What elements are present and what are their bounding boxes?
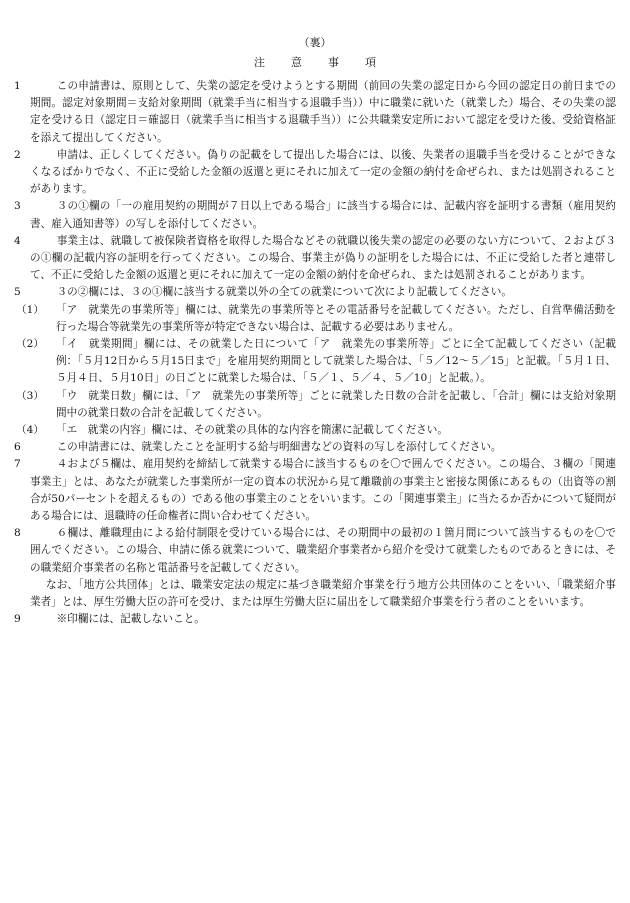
note-number: 1 (14, 80, 21, 92)
subitem-text: 「ウ 就業日数」欄には、「ア 就業先の事業所等」ごとに就業した日数の合計を記載し、「合計」欄には支給対象期間中の就業日数の合計を記載してください。 (56, 389, 616, 419)
subitem-number: （4） (16, 424, 44, 437)
subitem-text: 「イ 就業期間」欄には、その就業した日について「ア 就業先の事業所等」ごとに全て記載してください（記載例：「５月12日から５月15日まで」を雇用契約期間として就業した場合は、「５／12～５／15」と記載。「５月１日、５月４日、５月10日」の日ごとに就業した場合は、「５／１、５／４、５／10」と記載。）。 (56, 338, 616, 385)
note-item-8-supplement: なお、「地方公共団体」とは、職業安定法の規定に基づき職業紹介事業を行う地方公共団体のことをいい、「職業紹介事業者」とは、厚生労働大臣の許可を受け、または厚生労働大臣に届出をして職業紹介事業を行う者のことをいいます。 (30, 578, 616, 609)
note-text: ３の②欄には、３の①欄に該当する就業以外の全ての就業について次により記載してください。 (46, 286, 512, 299)
note-subitem-1 (14, 302, 616, 336)
note-subitem-3 (14, 388, 616, 422)
note-text: 申請は、正しくしてください。偽りの記載をして提出した場合には、以後、失業者の退職手当を受けることができなくなるばかりでなく、不正に受給した金額の返還と更にそれに加えて一定の金額の納付を命ぜられ、または処罰されることがあります。 (30, 148, 616, 196)
note-item-9 (14, 611, 616, 628)
note-text: ４および５欄は、雇用契約を締結して就業する場合に該当するものを〇で囲んでください。この場合、３欄の「関連事業主」とは、あなたが就業した事業所が一定の資本の状況から見て離職前の事業主と密接な関係にあるもの（出資等の割合が50パーセントを超えるもの）である他の事業主のことをいいます。この「関連事業主」に当たるか否かについて疑問がある場合には、退職時の任命権者に問い合わせてください。 (30, 458, 616, 523)
note-number: 4 (14, 234, 21, 247)
note-text: ６欄は、離職理由による給付制限を受けている場合には、その期間中の最初の１箇月間について該当するものを〇で囲んでください。この場合、申請に係る就業について、職業紹介事業者から紹介を受けて就業したものであるときには、その職業紹介事業者の名称と電話番号を記載してください。 (30, 527, 616, 574)
subitem-number: （3） (16, 389, 44, 402)
note-subitem-2 (14, 336, 616, 388)
note-text: この申請書には、就業したことを証明する給与明細書などの資料の写しを添付してください。 (46, 441, 502, 454)
note-number: 7 (14, 458, 21, 471)
page-title: 注意事項 (254, 56, 402, 69)
note-item-8 (14, 525, 616, 577)
note-item-5 (14, 284, 616, 301)
note-item-1 (14, 78, 616, 147)
note-text: この申請書は、原則として、失業の認定を受けようとする期間（前回の失業の認定日から今回の認定日の前日までの期間。認定対象期間＝支給対象期間（就業手当に相当する退職手当））中に職業に就いた（就業した）場合、その失業の認定を受ける日（認定日＝確認日（就業手当に相当する退職手当））に公共職業安定所において認定を受けた後、受給資格証を添えて提出してください。 (30, 80, 616, 144)
note-number: 3 (14, 200, 21, 213)
note-subitem-4 (14, 422, 616, 439)
note-item-6 (14, 439, 616, 456)
note-number: 9 (14, 613, 21, 626)
note-number: 8 (14, 527, 21, 540)
note-text: 事業主は、就職して被保険者資格を取得した場合などその就職以後失業の認定の必要のない方について、２および３の①欄の記載内容の証明を行ってください。この場合、事業主が偽りの証明をした場合には、不正に受給した者と連帯して、不正に受給した金額の返還と更にそれに加えて一定の金額の納付を命ぜられ、または処罰されることがあります。 (30, 234, 616, 282)
page-side-label: （裏） (298, 36, 332, 49)
note-item-2 (14, 147, 616, 199)
note-item-3 (14, 198, 616, 232)
note-item-4 (14, 233, 616, 285)
note-text: ※印欄には、記載しないこと。 (46, 613, 205, 626)
subitem-text: 「ア 就業先の事業所等」欄には、就業先の事業所等とその電話番号を記載してください。ただし、自営準備活動を行った場合等就業先の事業所等が特定できない場合は、記載する必要はありません。 (56, 303, 616, 333)
note-number: 6 (14, 441, 21, 454)
subitem-number: （1） (16, 303, 44, 316)
note-item-7 (14, 456, 616, 525)
note-number: 2 (14, 148, 21, 161)
note-number: 5 (14, 286, 21, 299)
subitem-number: （2） (16, 338, 44, 351)
note-text: ３の①欄の「一の雇用契約の期間が７日以上である場合」に該当する場合には、記載内容を証明する書類（雇用契約書、雇入通知書等）の写しを添付してください。 (30, 200, 616, 230)
subitem-text: 「エ 就業の内容」欄には、その就業の具体的な内容を簡潔に記載してください。 (56, 424, 448, 437)
